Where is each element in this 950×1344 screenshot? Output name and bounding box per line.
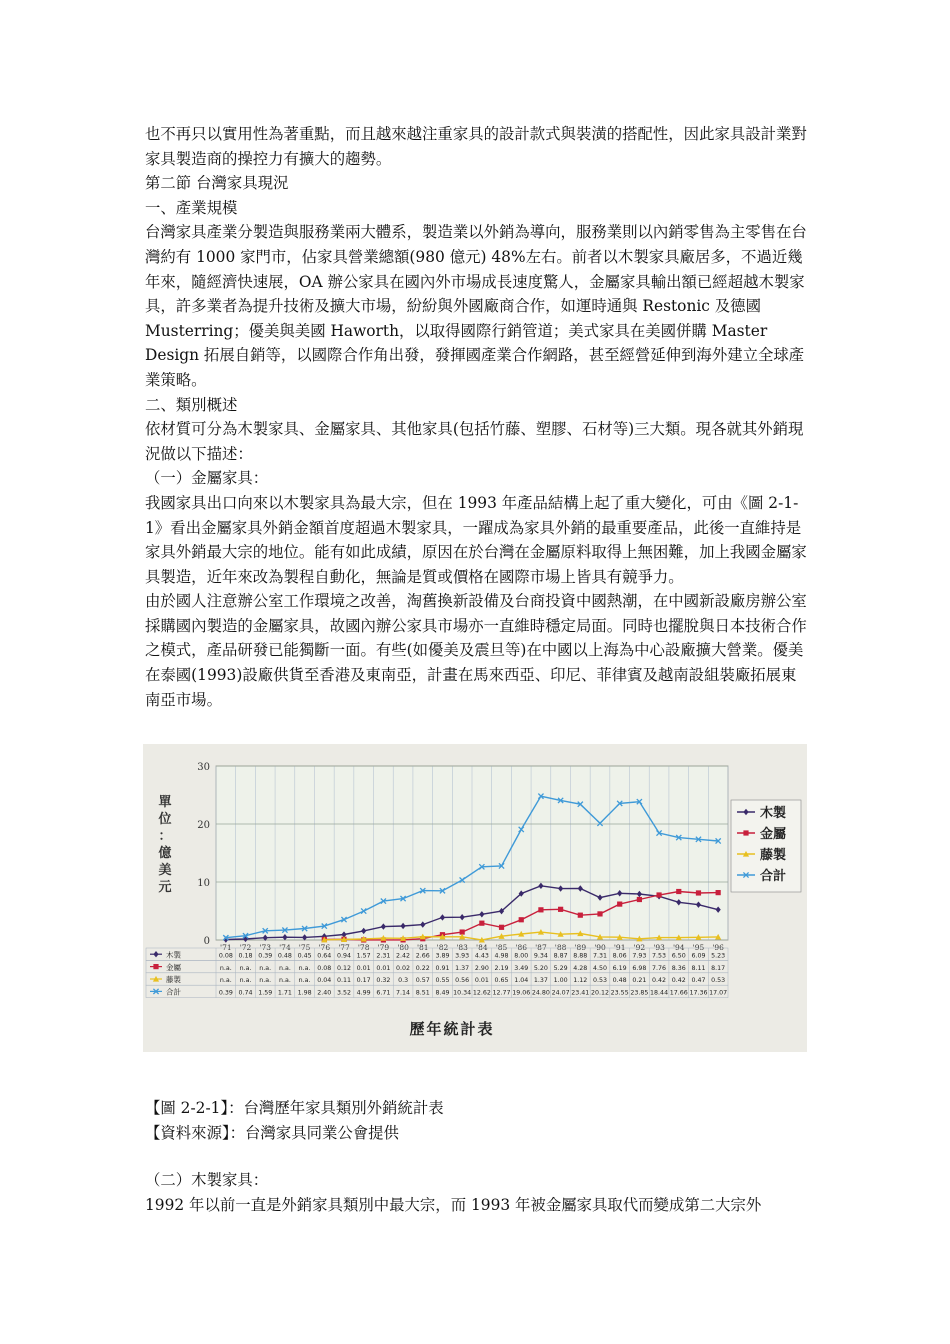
y-axis-label-char: 億: [158, 846, 172, 861]
x-tick-label: '92: [633, 943, 646, 952]
table-cell-value: 12.62: [472, 989, 491, 997]
x-tick-label: '73: [259, 943, 272, 952]
x-tick-label: '72: [239, 943, 252, 952]
table-cell-value: n.a.: [219, 964, 232, 972]
table-cell-value: 0.48: [277, 952, 292, 960]
table-cell-value: 0.22: [415, 964, 430, 972]
table-cell-value: 0.01: [376, 964, 391, 972]
table-cell-value: 6.09: [691, 952, 706, 960]
table-cell-value: 3.93: [455, 952, 470, 960]
y-axis-label-char: 位: [158, 812, 172, 827]
table-cell-value: 0.65: [494, 977, 509, 985]
x-tick-label: '76: [318, 943, 331, 952]
table-cell-value: 8.51: [415, 989, 430, 997]
legend-label: 藤製: [760, 848, 787, 863]
table-cell-value: 4.98: [494, 952, 509, 960]
y-tick-label: 20: [197, 820, 210, 831]
table-cell-value: n.a.: [298, 977, 311, 985]
chart-title: 歷年統計表: [409, 1020, 495, 1038]
table-cell-value: 1.37: [455, 964, 470, 972]
data-point: [743, 830, 748, 835]
table-cell-value: 19.06: [512, 989, 531, 997]
table-cell-value: n.a.: [219, 977, 232, 985]
x-tick-label: '84: [476, 943, 488, 952]
subheading-category: 二、類別概述: [145, 395, 238, 414]
table-cell-value: 4.43: [474, 952, 489, 960]
table-cell-value: 0.01: [356, 964, 371, 972]
table-cell-value: 0.08: [218, 952, 233, 960]
data-point: [656, 892, 661, 897]
x-tick-label: '93: [653, 943, 665, 952]
paragraph-category: 依材質可分為木製家具、金屬家具、其他家具(包括竹藤、塑膠、石材等)三大類。現各就其外銷現況做以下描述：: [145, 420, 804, 463]
table-cell-value: 0.17: [356, 977, 371, 985]
table-cell-value: 18.44: [650, 989, 669, 997]
subheading-metal: （一）金屬家具：: [145, 469, 269, 488]
legend-label: 合計: [760, 869, 787, 884]
export-line-chart: [143, 744, 807, 1052]
table-cell-value: n.a.: [278, 964, 291, 972]
table-cell-value: 23.85: [630, 989, 649, 997]
table-series-name: 藤製: [166, 975, 181, 985]
y-axis-label-char: ：: [158, 829, 172, 844]
data-point: [617, 901, 622, 906]
table-cell-value: 0.01: [474, 977, 489, 985]
x-tick-label: '94: [672, 943, 685, 952]
table-cell-value: 0.48: [612, 977, 627, 985]
y-tick-label: 10: [197, 878, 210, 889]
table-cell-value: 5.23: [711, 952, 726, 960]
x-tick-label: '96: [712, 943, 724, 952]
y-axis-label-char: 美: [158, 863, 172, 878]
data-point: [696, 890, 701, 895]
table-cell-value: 8.36: [671, 964, 686, 972]
x-tick-label: '90: [594, 943, 606, 952]
table-cell-value: 3.89: [435, 952, 450, 960]
x-tick-label: '78: [357, 943, 370, 952]
figure-caption-block: [145, 1096, 807, 1145]
table-cell-value: n.a.: [278, 977, 291, 985]
y-axis-label-char: 元: [158, 880, 172, 895]
section-heading: 第二節 台灣家具現況: [145, 174, 289, 193]
data-point: [578, 913, 583, 918]
table-cell-value: n.a.: [298, 964, 311, 972]
table-cell-value: 20.12: [590, 989, 610, 997]
table-cell-value: 0.39: [218, 989, 233, 997]
table-cell-value: n.a.: [259, 964, 272, 972]
x-tick-label: '95: [692, 943, 705, 952]
table-cell-value: 7.93: [632, 952, 647, 960]
table-cell-value: 8.49: [435, 989, 450, 997]
data-point: [716, 890, 721, 895]
data-point: [597, 911, 602, 916]
table-cell-value: 8.88: [573, 952, 588, 960]
data-point: [519, 917, 524, 922]
table-series-name: 金屬: [166, 962, 181, 972]
table-cell-value: 0.12: [336, 964, 352, 972]
table-cell-value: 0.02: [396, 964, 411, 972]
data-point: [153, 964, 158, 969]
x-tick-label: '91: [613, 943, 626, 952]
table-cell-value: 3.52: [336, 989, 352, 997]
x-tick-label: '89: [574, 943, 587, 952]
table-cell-value: 1.59: [258, 989, 273, 997]
table-cell-value: 0.74: [238, 989, 253, 997]
table-cell-value: 1.04: [514, 977, 529, 985]
table-cell-value: 0.32: [376, 977, 391, 985]
paragraph-metal-2: 由於國人注意辦公室工作環境之改善，淘舊換新設備及台商投資中國熱潮，在中國新設廠房辦公室採購國內製造的金屬家具，故國內辦公家具市場亦一直維時穩定局面。同時也擺脫與日本技術合作之模式，產品研發已能獨斷一面。有些(如優美及震旦等)在中國以上海為中心設廠擴大營業。優美在泰國(1993)設廠供貨至香港及東南亞，計畫在馬來西亞、印尼、菲律賓及越南設組裝廠拓展東南亞市場。: [145, 592, 807, 709]
table-cell-value: 4.28: [573, 964, 588, 972]
x-tick-label: '82: [436, 943, 449, 952]
paragraph-scale: 台灣家具產業分製造與服務業兩大體系，製造業以外銷為導向，服務業則以內銷零售為主零售在台灣約有 1000 家門市，佔家具營業總額(980 億元) 48%左右。前者以木製家具廠居多，不過近幾年來，隨經濟快速展，OA 辦公家具在國內外市場成長速度驚人，金屬家具輸出額已經超越木製家具，許多業者為提升技術及擴大市場，紛紛與外國廠商合作，如運時通與 Restonic 及德國 Musterring；優美與美國 Haworth，以取得國際行銷管道；美式家具在美國併購 Master Design 拓展自銷等，以國際合作角出發，發揮國產業合作網路，甚至經營延伸到海外建立全球產業策略。: [145, 223, 807, 389]
table-cell-value: 24.80: [531, 989, 550, 997]
table-cell-value: 7.53: [652, 952, 667, 960]
table-cell-value: 6.19: [612, 964, 627, 972]
table-cell-value: 8.87: [553, 952, 568, 960]
data-point: [558, 907, 563, 912]
table-cell-value: 0.55: [435, 977, 450, 985]
table-cell-value: 8.11: [691, 964, 706, 972]
table-cell-value: 24.07: [551, 989, 570, 997]
data-point: [499, 925, 504, 930]
x-tick-label: '77: [338, 943, 350, 952]
table-cell-value: 6.71: [376, 989, 391, 997]
table-cell-value: 2.66: [415, 952, 430, 960]
y-axis-label-char: 單: [158, 795, 172, 810]
table-cell-value: 2.31: [376, 952, 391, 960]
x-tick-label: '86: [515, 943, 528, 952]
data-point: [538, 907, 543, 912]
subheading-wood: （二）木製家具：: [145, 1171, 269, 1189]
x-tick-label: '88: [554, 943, 567, 952]
table-cell-value: 0.64: [317, 952, 332, 960]
data-point: [479, 921, 484, 926]
figure-caption: 【圖 2-2-1】：台灣歷年家具類別外銷統計表: [145, 1099, 444, 1117]
table-cell-value: n.a.: [239, 977, 252, 985]
table-cell-value: 8.00: [514, 952, 529, 960]
table-cell-value: 2.19: [494, 964, 509, 972]
table-cell-value: 0.42: [671, 977, 686, 985]
table-cell-value: n.a.: [259, 977, 272, 985]
table-cell-value: 17.66: [669, 989, 688, 997]
table-cell-value: 0.21: [632, 977, 647, 985]
table-cell-value: 23.41: [571, 989, 590, 997]
x-tick-label: '87: [535, 943, 547, 952]
data-point: [637, 897, 642, 902]
table-cell-value: 12.77: [492, 989, 511, 997]
table-cell-value: 1.98: [297, 989, 312, 997]
table-cell-value: 0.91: [435, 964, 450, 972]
y-tick-label: 0: [203, 936, 210, 947]
paragraph-wood: 1992 年以前一直是外銷家具類別中最大宗，而 1993 年被金屬家具取代而變成第二大宗外: [145, 1195, 762, 1214]
x-tick-label: '81: [416, 943, 429, 952]
table-cell-value: 5.29: [553, 964, 568, 972]
table-cell-value: 1.57: [356, 952, 371, 960]
table-cell-value: 3.49: [514, 964, 529, 972]
table-series-name: 合計: [166, 987, 181, 997]
data-point: [676, 889, 681, 894]
table-cell-value: 8.17: [711, 964, 726, 972]
table-cell-value: 0.47: [691, 977, 706, 985]
body-text-bottom: [145, 1168, 807, 1217]
body-text-top: [145, 122, 807, 712]
table-cell-value: 7.14: [396, 989, 411, 997]
table-cell-value: 1.71: [277, 989, 292, 997]
table-cell-value: 0.39: [258, 952, 273, 960]
x-tick-label: '80: [397, 943, 409, 952]
chart-figure: [143, 744, 807, 1052]
table-cell-value: 1.12: [573, 977, 588, 985]
table-cell-value: 0.56: [455, 977, 470, 985]
table-cell-value: 1.37: [533, 977, 548, 985]
table-cell-value: 0.3: [398, 977, 409, 985]
x-tick-label: '75: [298, 943, 311, 952]
table-cell-value: 0.57: [415, 977, 430, 985]
table-cell-value: 0.18: [238, 952, 253, 960]
legend-label: 木製: [760, 806, 787, 821]
table-cell-value: 2.42: [396, 952, 411, 960]
table-series-name: 木製: [166, 950, 181, 960]
x-tick-label: '74: [279, 943, 291, 952]
table-cell-value: 1.00: [553, 977, 568, 985]
table-cell-value: 0.94: [336, 952, 352, 960]
table-cell-value: 4.99: [356, 989, 371, 997]
table-cell-value: 8.06: [612, 952, 627, 960]
source-caption: 【資料來源】：台灣家具同業公會提供: [145, 1123, 399, 1142]
table-cell-value: 0.53: [711, 977, 726, 985]
table-cell-value: 17.07: [709, 989, 728, 997]
table-cell-value: 0.53: [592, 977, 608, 985]
table-cell-value: 0.45: [297, 952, 312, 960]
x-tick-label: '71: [220, 943, 232, 952]
x-tick-label: '85: [495, 943, 508, 952]
table-cell-value: 2.90: [474, 964, 489, 972]
x-tick-label: '79: [377, 943, 390, 952]
table-cell-value: 23.55: [610, 989, 629, 997]
table-cell-value: 7.31: [592, 952, 608, 960]
subheading-scale: 一、產業規模: [145, 198, 238, 217]
table-cell-value: 17.36: [689, 989, 708, 997]
x-tick-label: '83: [456, 943, 468, 952]
data-point: [153, 951, 158, 957]
table-cell-value: n.a.: [239, 964, 252, 972]
table-cell-value: 0.08: [317, 964, 332, 972]
legend-label: 金屬: [760, 827, 787, 842]
table-cell-value: 9.34: [533, 952, 548, 960]
paragraph-metal-1: 我國家具出口向來以木製家具為最大宗，但在 1993 年產品結構上起了重大變化，可由《圖 2-1-1》看出金屬家具外銷金額首度超過木製家具，一躍成為家具外銷的最重要產品，此後一直維持是家具外銷最大宗的地位。能有如此成績，原因在於台灣在金屬原料取得上無困難，加上我國金屬家具製造，近年來改為製程自動化，無論是質或價格在國際市場上皆具有競爭力。: [145, 493, 807, 586]
y-tick-label: 30: [197, 762, 210, 773]
paragraph-intro: 也不再只以實用性為著重點，而且越來越注重家具的設計款式與裝潢的搭配性，因此家具設計業對家具製造商的操控力有擴大的趨勢。: [145, 125, 807, 168]
table-cell-value: 0.04: [317, 977, 332, 985]
table-cell-value: 2.40: [317, 989, 332, 997]
table-cell-value: 0.42: [652, 977, 667, 985]
table-cell-value: 0.11: [336, 977, 352, 985]
table-cell-value: 6.98: [632, 964, 647, 972]
table-cell-value: 5.20: [533, 964, 548, 972]
table-cell-value: 6.50: [671, 952, 686, 960]
table-cell-value: 7.76: [652, 964, 667, 972]
table-cell-value: 4.50: [592, 964, 608, 972]
table-cell-value: 10.34: [453, 989, 472, 997]
